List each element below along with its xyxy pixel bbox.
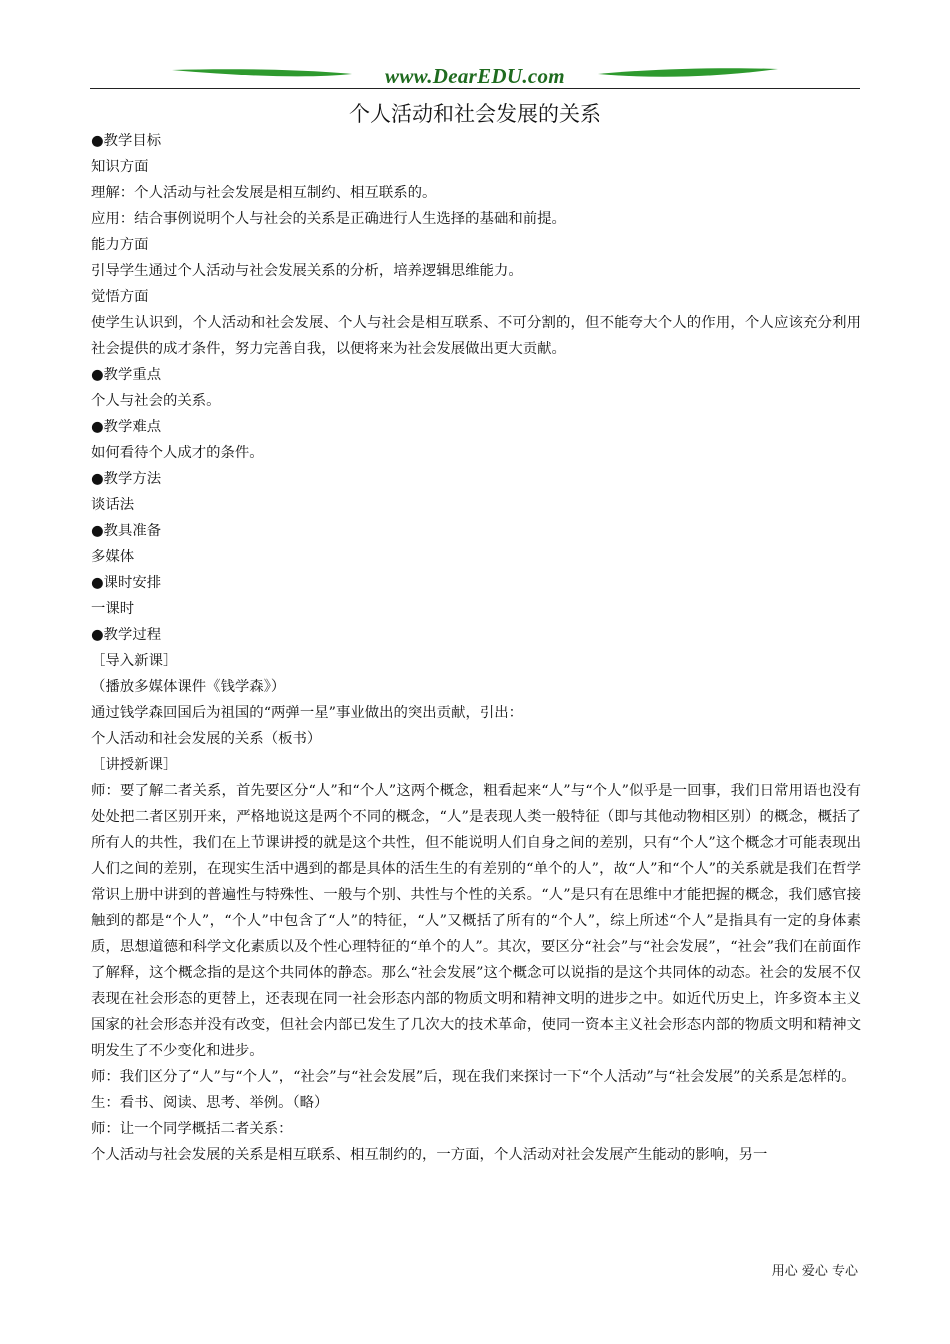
paragraph: 使学生认识到，个人活动和社会发展、个人与社会是相互联系、不可分割的，但不能夸大个人的作用，个人应该充分利用社会提供的成才条件，努力完善自我，以便将来为社会发展做出更大贡献。: [91, 315, 861, 357]
paragraph: 觉悟方面: [91, 289, 149, 305]
document-body: [91, 128, 861, 1168]
paragraph: 通过钱学森回国后为祖国的“两弹一星”事业做出的突出贡献，引出：: [91, 705, 524, 721]
section-heading: ●教学重点: [91, 367, 162, 383]
paragraph: 谈话法: [91, 497, 135, 513]
paragraph: 理解：个人活动与社会发展是相互制约、相互联系的。: [91, 185, 437, 201]
section-heading: ●教学过程: [91, 627, 162, 643]
paragraph: ［导入新课］: [91, 653, 178, 669]
paragraph: 师：我们区分了“人”与“个人”，“社会”与“社会发展”后，现在我们来探讨一下“个人活动”与“社会发展”的关系是怎样的。: [91, 1069, 856, 1085]
paragraph: 知识方面: [91, 159, 149, 175]
logo-text: www.DearEDU.com: [385, 64, 565, 88]
paragraph: 个人与社会的关系。: [91, 393, 221, 409]
header-divider: [90, 88, 860, 89]
paragraph: 个人活动与社会发展的关系是相互联系、相互制约的，一方面，个人活动对社会发展产生能动的影响，另一: [91, 1147, 768, 1163]
paragraph: 个人活动和社会发展的关系（板书）: [91, 731, 322, 747]
footer-slogan: 用心 爱心 专心: [771, 1264, 858, 1279]
section-heading: ●教学目标: [91, 133, 162, 149]
paragraph: 能力方面: [91, 237, 149, 253]
page-title: 个人活动和社会发展的关系: [349, 102, 601, 126]
section-heading: ●教学方法: [91, 471, 162, 487]
paragraph: 如何看待个人成才的条件。: [91, 445, 264, 461]
paragraph: 应用：结合事例说明个人与社会的关系是正确进行人生选择的基础和前提。: [91, 211, 566, 227]
paragraph: 师：要了解二者关系，首先要区分“人”和“个人”这两个概念，粗看起来“人”与“个人”似乎是一回事，我们日常用语也没有处处把二者区别开来，严格地说这是两个不同的概念，“人”是表现人类一般特征（即与其他动物相区别）的概念，概括了所有人的共性，我们在上节课讲授的就是这个共性，但不能说明人们自身之间的差别，只有“个人”这个概念才可能表现出人们之间的差别，在现实生活中遇到的都是具体的活生生的有差别的“单个的人”，故“人”和“个人”的关系就是我们在哲学常识上册中讲到的普遍性与特殊性、一般与个别、共性与个性的关系。“人”是只有在思维中才能把握的概念，我们感官接触到的都是“个人”，“个人”中包含了“人”的特征，“人”又概括了所有的“个人”，综上所述“个人”是指具有一定的身体素质，思想道德和科学文化素质以及个性心理特征的“单个的人”。其次，要区分“社会”与“社会发展”，“社会”我们在前面作了解释，这个概念指的是这个共同体的静态。那么“社会发展”这个概念可以说指的是这个共同体的动态。社会的发展不仅表现在社会形态的更替上，还表现在同一社会形态内部的物质文明和精神文明的进步之中。如近代历史上，许多资本主义国家的社会形态并没有改变，但社会内部已发生了几次大的技术革命，使同一资本主义社会形态内部的物质文明和精神文明发生了不少变化和进步。: [91, 783, 861, 1059]
paragraph: 引导学生通过个人活动与社会发展关系的分析，培养逻辑思维能力。: [91, 263, 523, 279]
paragraph: 生：看书、阅读、思考、举例。（略）: [91, 1095, 329, 1111]
section-heading: ●教具准备: [91, 523, 162, 539]
paragraph: 一课时: [91, 601, 135, 617]
section-heading: ●教学难点: [91, 419, 162, 435]
paragraph: 师：让一个同学概括二者关系：: [91, 1121, 293, 1137]
paragraph: ［讲授新课］: [91, 757, 178, 773]
section-heading: ●课时安排: [91, 575, 162, 591]
paragraph: （播放多媒体课件《钱学森》）: [91, 679, 286, 695]
paragraph: 多媒体: [91, 549, 135, 565]
